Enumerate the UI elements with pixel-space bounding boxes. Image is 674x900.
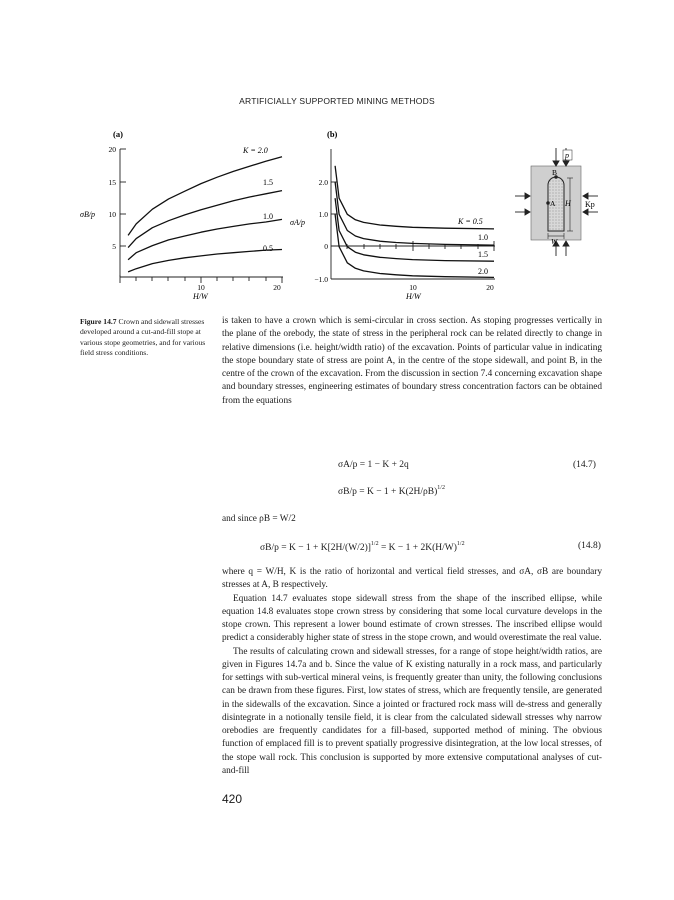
panel-a-ytick: 15	[108, 178, 116, 187]
equation-number-14-8: (14.8)	[578, 541, 601, 551]
panel-a-ytick: 10	[108, 210, 116, 219]
series-line-a-2	[128, 219, 282, 259]
panel-b-curve-label: 1.5	[478, 250, 488, 259]
panel-b-xtick: 20	[486, 283, 494, 292]
panel-b-ytick: −1.0	[314, 275, 328, 284]
panel-b-y-axis-label: σA/p	[290, 218, 306, 227]
panel-a-ytick: 5	[112, 242, 116, 251]
point-a-label: A	[550, 199, 556, 208]
equation-14-7a: σA/p = 1 − K + 2q	[338, 460, 409, 470]
equation-number-14-7: (14.7)	[573, 460, 596, 470]
figure-caption-label: Figure 14.7	[80, 317, 117, 326]
series-line-a-0	[128, 157, 282, 236]
lateral-load-kp-label: Kp	[585, 200, 595, 209]
stope-schematic	[515, 148, 598, 256]
panel-a-x-axis-label: H/W	[193, 292, 208, 300]
series-line-b-1	[335, 182, 494, 245]
body-paragraph-3: Equation 14.7 evaluates stope sidewall stress from the shape of the inscribed ellipse, while equation 14.8 evaluates stope crown stress by considering that some local curvature develops in the stope crown. This represent a lower bound estimate of crown stresses. The inscribed ellipse would predict a considerably higher state of stress in the stope crown, and would overestimate the real value.	[222, 593, 602, 644]
panel-a-curves	[128, 157, 282, 272]
panel-a-curve-label: 1.0	[263, 212, 273, 221]
panel-a-y-axis-label: σB/p	[80, 210, 96, 219]
figure-caption	[80, 317, 210, 358]
panel-b-curve-label: K = 0.5	[458, 217, 483, 226]
panel-a-xtick: 10	[197, 283, 205, 292]
point-b-label: B	[552, 168, 558, 177]
panel-b-ytick: 1.0	[318, 210, 328, 219]
equation-14-7b: $\sigma B/p = K - 1 + K(2H/\rho B)^{1/2}$	[338, 485, 445, 497]
panel-b-ytick: 2.0	[318, 178, 328, 187]
figure-14-7	[0, 0, 674, 300]
series-line-a-1	[128, 191, 282, 248]
panel-b-x-axis-label: H/W	[406, 292, 421, 300]
panel-a-curve-label: 0.5	[263, 244, 273, 253]
panel-a-xtick: 20	[273, 283, 281, 292]
panel-a-curve-label: K = 2.0	[243, 146, 268, 155]
panel-b-xtick: 10	[409, 283, 417, 292]
figure-caption-text: Crown and sidewall stresses developed around a cut-and-fill stope at various stope geometries, and for various field stress conditions.	[80, 317, 206, 357]
panel-b-label: (b)	[327, 129, 338, 139]
height-h-label: H	[565, 199, 571, 208]
series-line-a-3	[128, 250, 282, 272]
running-header: ARTIFICIALLY SUPPORTED MINING METHODS	[239, 96, 435, 106]
and-since-line: and since ρB = W/2	[222, 514, 296, 524]
panel-a-label: (a)	[113, 129, 123, 139]
series-line-b-2	[335, 198, 494, 261]
panel-a-ytick: 20	[108, 145, 116, 154]
panel-b-curve-label: 1.0	[478, 233, 488, 242]
body-paragraph-4: The results of calculating crown and sidewall stresses, for a range of stope height/width ratios, are given in Figures 14.7a and b. Since the value of K existing naturally in a rock mass, and particularly for settings with sub-vertical mineral veins, is frequently greater than unity, the following conclusions can be drawn from these figures. First, low states of stress, which are frequently tensile, are generated in the sidewalls of the excavation. Since a jointed or fractured rock mass will de-stress and generally disintegrate in a notionally tensile field, it is clear from the calculated sidewall stresses why narrow orebodies are frequently candidates for a fill-based, supported method of mining. The obvious function of emplaced fill is to prevent spatially progressive disintegration, at the low local stresses, of the stope wall rock. This conclusion is supported by more extensive computational analyses of cut-and-fill	[222, 646, 602, 776]
body-paragraph-1: is taken to have a crown which is semi-circular in cross section. As stoping progresses vertically in the plane of the orebody, the state of stress in the peripheral rock can be related directly to change in relative dimensions (i.e. height/width ratio) of the excavation. Points of particular value in indicating the stope boundary state of stress are point A, in the centre of the stope sidewall, and point B, in the centre of the crown of the excavation. From the discussion in section 7.4 concerning excavation shape and boundary stresses, engineering estimates of boundary stress concentration factors can be obtained from the equations	[222, 316, 602, 406]
panel-a-curve-label: 1.5	[263, 178, 273, 187]
panel-b-ytick: 0	[324, 242, 328, 251]
equation-14-8: $\sigma B/p = K - 1 + K[2H/(W/2)]^{1/2} = K - 1 + 2K(H/W)^{1/2}$	[260, 541, 465, 553]
load-p-label: p	[565, 151, 569, 160]
page-number: 420	[222, 792, 243, 806]
body-text-continued	[222, 566, 602, 778]
width-w-label: W	[551, 237, 558, 246]
panel-b-curve-label: 2.0	[478, 267, 488, 276]
body-paragraph-2: where q = W/H, K is the ratio of horizontal and vertical field stresses, and σA, σB are boundary stresses at A, B respectively.	[222, 567, 602, 591]
